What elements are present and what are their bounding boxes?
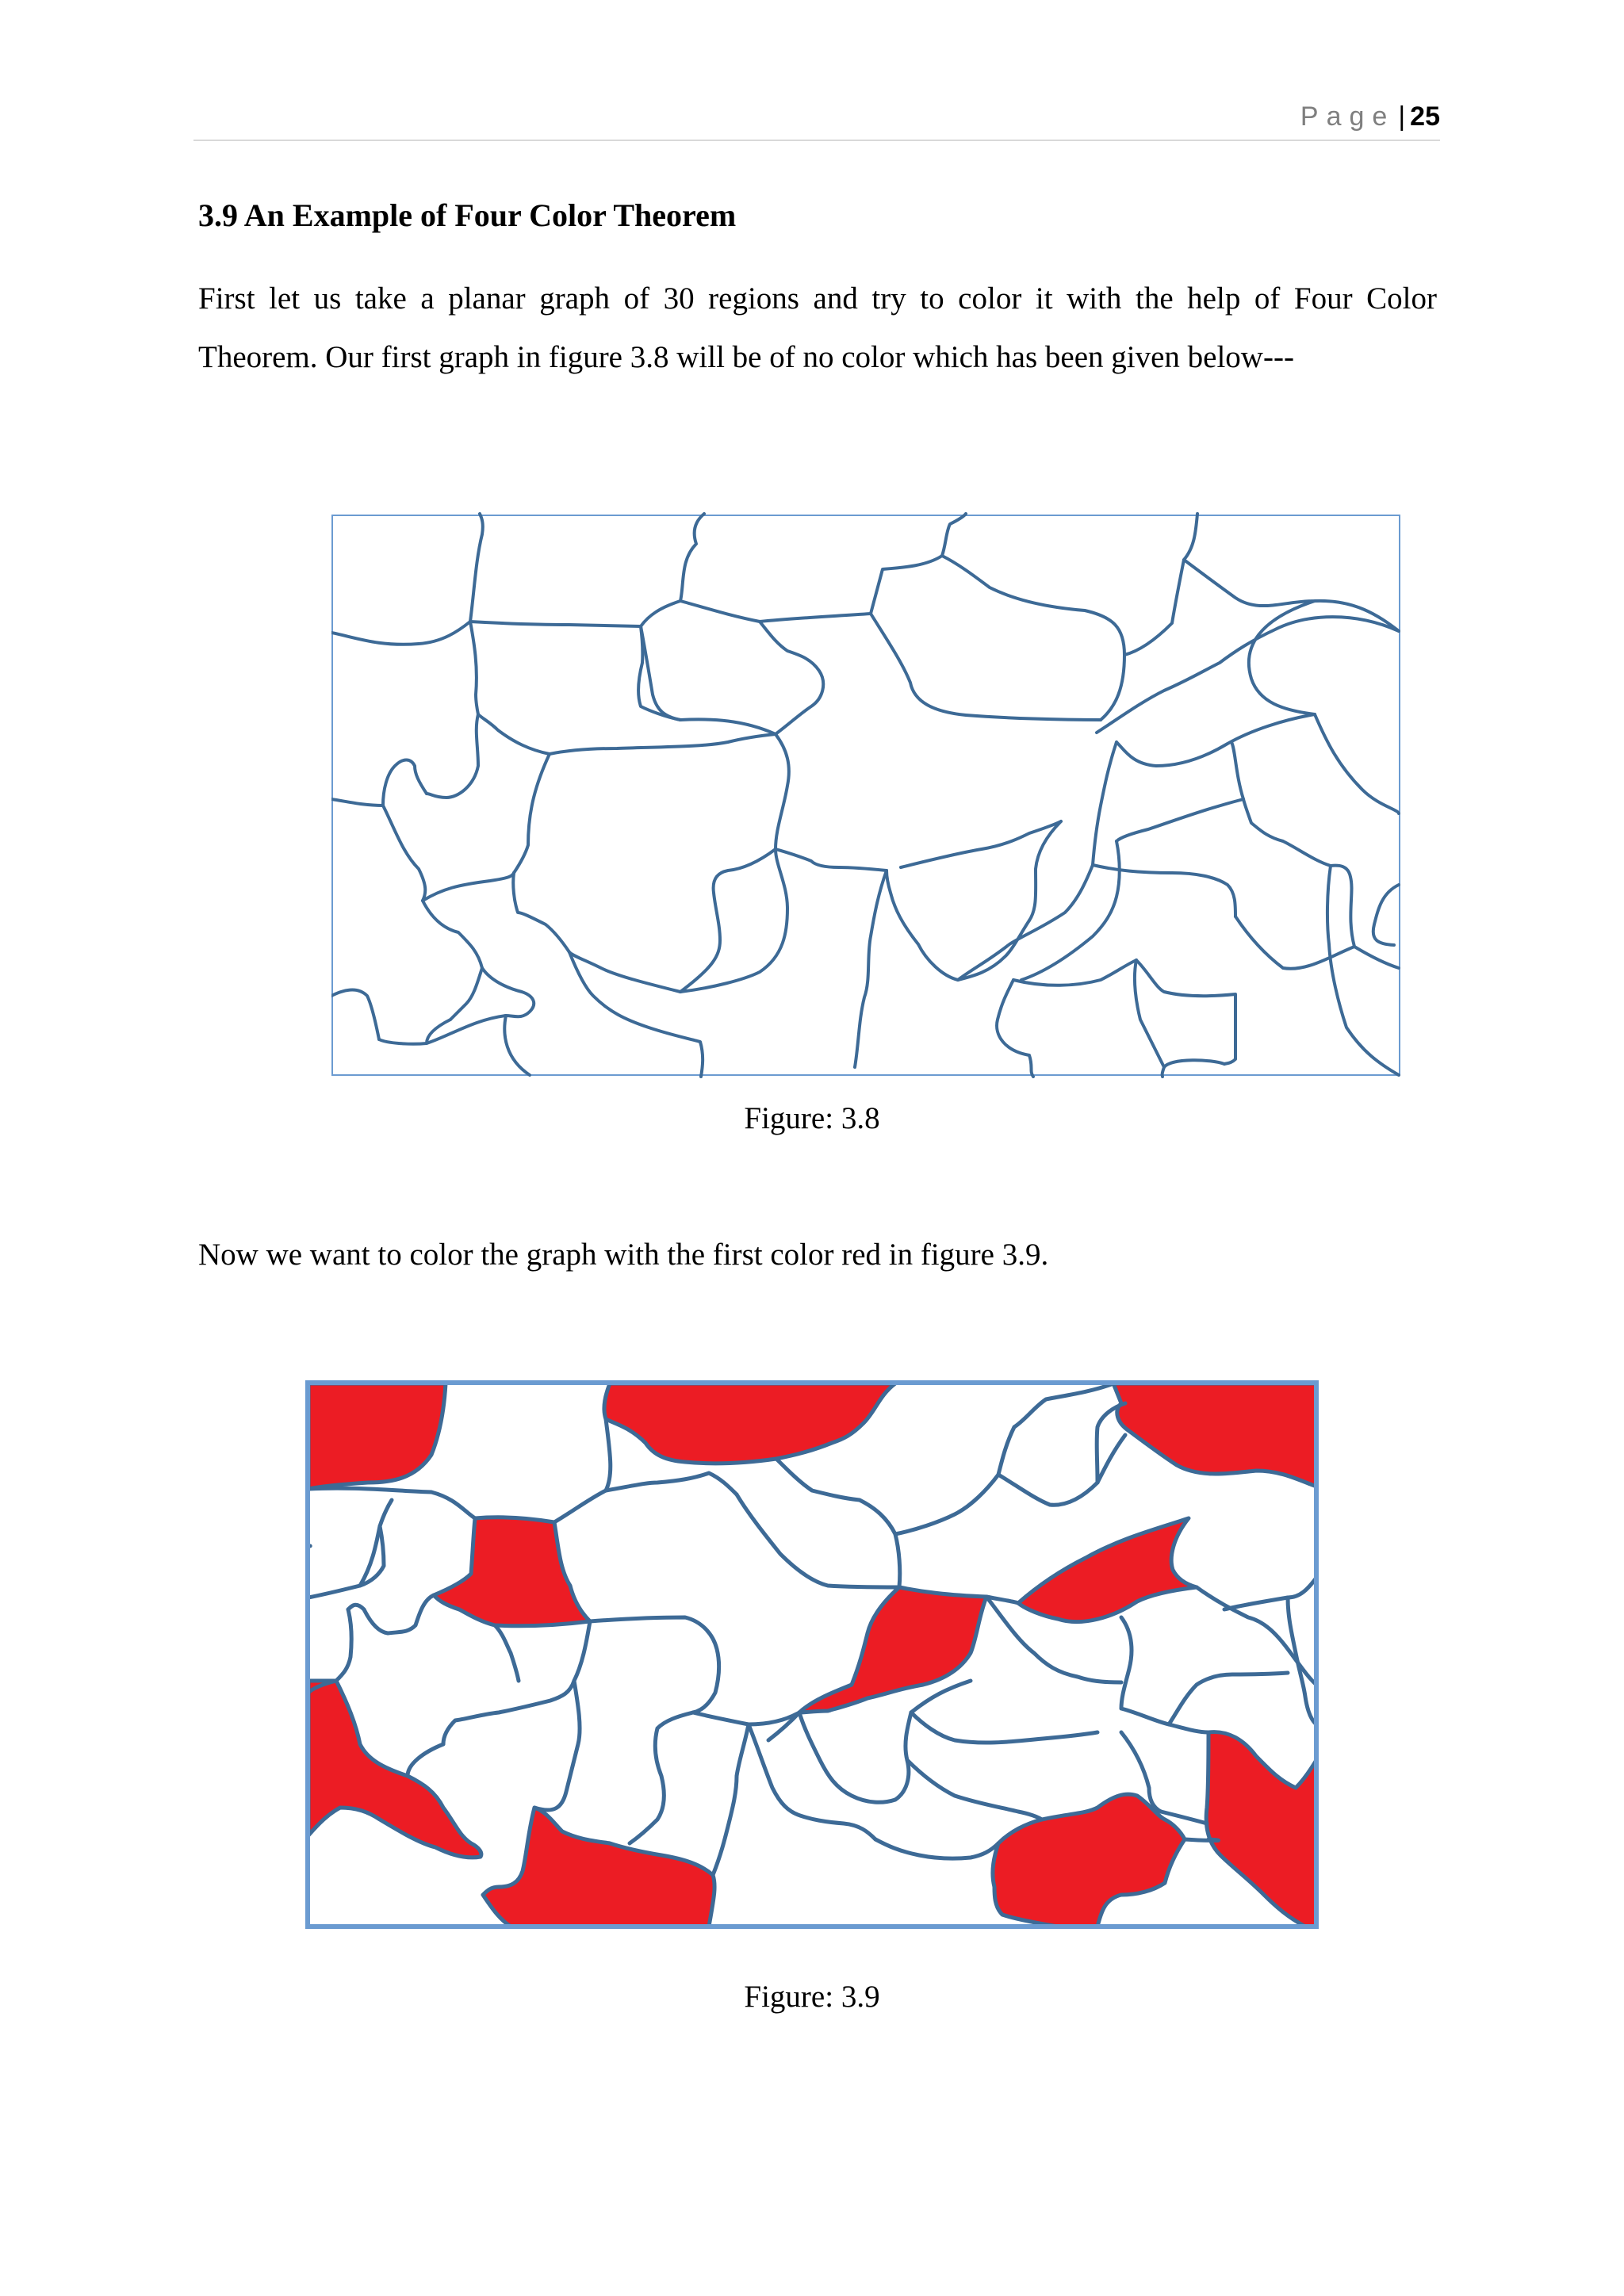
figure-3-8-graph <box>331 512 1400 1078</box>
page-header <box>193 95 1440 141</box>
figure-3-9-caption: Figure: 3.9 <box>744 1980 880 2014</box>
page-label: Page <box>1300 101 1396 132</box>
figure-3-8-caption: Figure: 3.8 <box>744 1101 880 1135</box>
section-heading: 3.9 An Example of Four Color Theorem <box>198 197 737 233</box>
intro-paragraph: First let us take a planar graph of 30 regions and try to color it with the help of Four Color Theorem. Our first graph in figure 3.8 will be of no color which has been given below--- <box>198 281 1437 374</box>
figure-3-9-graph <box>304 1380 1320 1930</box>
page-indicator <box>1300 101 1440 132</box>
second-paragraph: Now we want to color the graph with the first color red in figure 3.9. <box>198 1238 1049 1272</box>
page-number: 25 <box>1410 101 1440 132</box>
page-separator: | <box>1398 101 1406 132</box>
